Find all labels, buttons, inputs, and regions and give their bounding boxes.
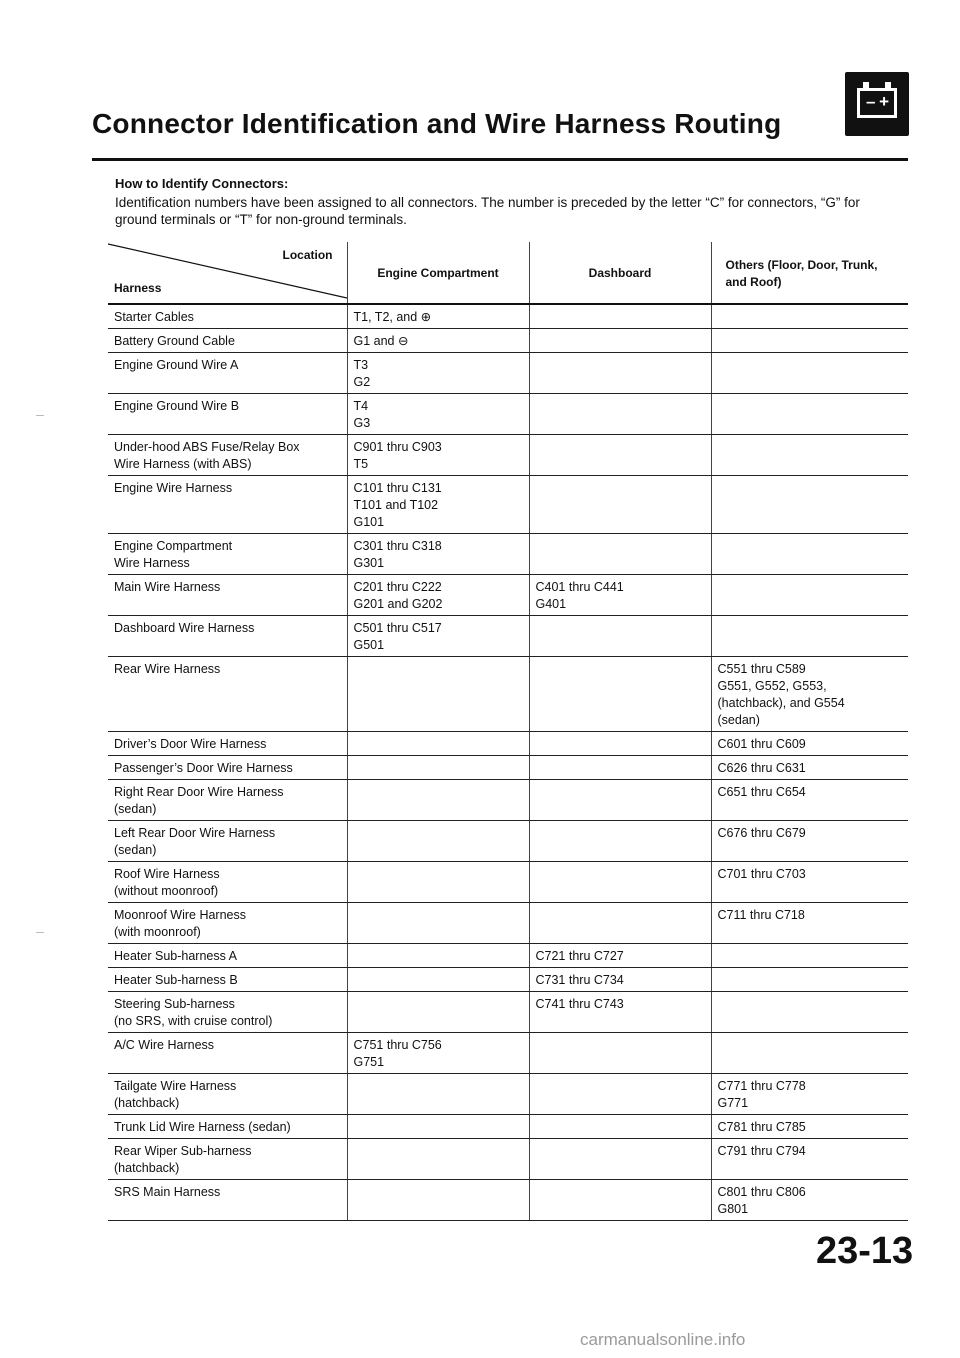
table-row bbox=[108, 756, 908, 780]
engine-compartment-cell bbox=[347, 1033, 529, 1074]
engine-compartment-cell bbox=[347, 944, 529, 968]
table-row bbox=[108, 992, 908, 1033]
dashboard-cell bbox=[529, 353, 711, 394]
cell-text-line: G501 bbox=[353, 638, 385, 652]
dashboard-cell bbox=[529, 968, 711, 992]
cell-text-line: T5 bbox=[353, 457, 369, 471]
harness-cell bbox=[108, 657, 347, 732]
engine-compartment-cell bbox=[347, 329, 529, 353]
dashboard-cell bbox=[529, 329, 711, 353]
cell-text-line: G101 bbox=[353, 515, 385, 529]
cell-text-line: G801 bbox=[717, 1202, 749, 1216]
engine-compartment-cell bbox=[347, 903, 529, 944]
dashboard-cell bbox=[529, 1180, 711, 1221]
cell-text-line: Wire Harness bbox=[114, 556, 190, 570]
others-cell bbox=[711, 862, 908, 903]
cell-text-line: G201 and G202 bbox=[353, 597, 443, 611]
harness-cell bbox=[108, 1139, 347, 1180]
table-row bbox=[108, 435, 908, 476]
dashboard-cell bbox=[529, 903, 711, 944]
cell-text-line: Trunk Lid Wire Harness (sedan) bbox=[114, 1120, 291, 1134]
cell-text-line: G751 bbox=[353, 1055, 385, 1069]
cell-text-line: C651 thru C654 bbox=[717, 785, 806, 799]
cell-text-line: Engine Ground Wire B bbox=[114, 399, 240, 413]
cell-text-line: C701 thru C703 bbox=[717, 867, 806, 881]
engine-compartment-cell bbox=[347, 732, 529, 756]
others-cell bbox=[711, 780, 908, 821]
dashboard-cell bbox=[529, 862, 711, 903]
cell-text-line: C741 thru C743 bbox=[535, 997, 624, 1011]
others-cell bbox=[711, 756, 908, 780]
table-row bbox=[108, 821, 908, 862]
dashboard-cell bbox=[529, 732, 711, 756]
cell-text-line: Under-hood ABS Fuse/Relay Box bbox=[114, 440, 300, 454]
engine-compartment-cell bbox=[347, 862, 529, 903]
dashboard-cell bbox=[529, 657, 711, 732]
cell-text-line: G401 bbox=[535, 597, 567, 611]
others-cell bbox=[711, 944, 908, 968]
table-header-row bbox=[108, 242, 908, 304]
cell-text-line: (without moonroof) bbox=[114, 884, 219, 898]
harness-cell bbox=[108, 903, 347, 944]
battery-icon: – + bbox=[845, 72, 909, 136]
dashboard-cell bbox=[529, 1074, 711, 1115]
others-cell bbox=[711, 329, 908, 353]
column-header-dashboard: Dashboard bbox=[529, 242, 711, 304]
cell-text-line: Main Wire Harness bbox=[114, 580, 221, 594]
page-number: 23-13 bbox=[816, 1230, 914, 1272]
engine-compartment-cell bbox=[347, 1074, 529, 1115]
others-cell bbox=[711, 353, 908, 394]
harness-cell bbox=[108, 304, 347, 329]
dashboard-cell bbox=[529, 992, 711, 1033]
cell-text-line: G3 bbox=[353, 416, 371, 430]
dashboard-cell bbox=[529, 435, 711, 476]
harness-cell bbox=[108, 394, 347, 435]
dashboard-cell bbox=[529, 394, 711, 435]
cell-text-line: C501 thru C517 bbox=[353, 621, 442, 635]
dashboard-cell bbox=[529, 944, 711, 968]
others-cell bbox=[711, 435, 908, 476]
table-row bbox=[108, 534, 908, 575]
engine-compartment-cell bbox=[347, 304, 529, 329]
cell-text-line: Steering Sub-harness bbox=[114, 997, 235, 1011]
cell-text-line: C751 thru C756 bbox=[353, 1038, 442, 1052]
howto-text: Identification numbers have been assigned to all connectors. The number is preceded by the letter “C” for connectors, “G” for ground terminals or “T” for non-ground terminals. bbox=[115, 195, 860, 227]
title-rule bbox=[92, 158, 908, 161]
engine-compartment-cell bbox=[347, 968, 529, 992]
cell-text-line: (sedan) bbox=[114, 843, 157, 857]
table-row bbox=[108, 968, 908, 992]
others-cell bbox=[711, 575, 908, 616]
table-row bbox=[108, 329, 908, 353]
cell-text-line: C791 thru C794 bbox=[717, 1144, 806, 1158]
cell-text-line: C901 thru C903 bbox=[353, 440, 442, 454]
cell-text-line: SRS Main Harness bbox=[114, 1185, 221, 1199]
harness-cell bbox=[108, 821, 347, 862]
harness-cell bbox=[108, 780, 347, 821]
others-cell bbox=[711, 1033, 908, 1074]
cell-text-line: T101 and T102 bbox=[353, 498, 439, 512]
cell-text-line: Tailgate Wire Harness bbox=[114, 1079, 237, 1093]
table-row bbox=[108, 732, 908, 756]
table-body bbox=[108, 304, 908, 1221]
engine-compartment-cell bbox=[347, 1115, 529, 1139]
table-row bbox=[108, 1139, 908, 1180]
engine-compartment-cell bbox=[347, 575, 529, 616]
cell-text-line: C781 thru C785 bbox=[717, 1120, 806, 1134]
harness-cell bbox=[108, 575, 347, 616]
harness-cell bbox=[108, 353, 347, 394]
table-row bbox=[108, 1115, 908, 1139]
cell-text-line: G771 bbox=[717, 1096, 749, 1110]
table-row bbox=[108, 304, 908, 329]
cell-text-line: C731 thru C734 bbox=[535, 973, 624, 987]
engine-compartment-cell bbox=[347, 353, 529, 394]
cell-text-line: G301 bbox=[353, 556, 385, 570]
dashboard-cell bbox=[529, 1139, 711, 1180]
cell-text-line: G2 bbox=[353, 375, 371, 389]
harness-cell bbox=[108, 992, 347, 1033]
cell-text-line: Roof Wire Harness bbox=[114, 867, 220, 881]
others-cell bbox=[711, 657, 908, 732]
cell-text-line: G551, G552, G553, bbox=[717, 679, 827, 693]
margin-mark bbox=[36, 932, 44, 933]
dashboard-cell bbox=[529, 780, 711, 821]
others-cell bbox=[711, 394, 908, 435]
table-row bbox=[108, 944, 908, 968]
table-row bbox=[108, 476, 908, 534]
cell-text-line: C721 thru C727 bbox=[535, 949, 624, 963]
cell-text-line: Right Rear Door Wire Harness bbox=[114, 785, 284, 799]
table-row bbox=[108, 657, 908, 732]
harness-cell bbox=[108, 862, 347, 903]
harness-cell bbox=[108, 944, 347, 968]
harness-cell bbox=[108, 968, 347, 992]
cell-text-line: (with moonroof) bbox=[114, 925, 201, 939]
corner-location-label: Location bbox=[282, 248, 333, 262]
margin-mark bbox=[36, 415, 44, 416]
engine-compartment-cell bbox=[347, 1180, 529, 1221]
watermark: carmanualsonline.info bbox=[580, 1330, 746, 1349]
dashboard-cell bbox=[529, 1033, 711, 1074]
harness-cell bbox=[108, 534, 347, 575]
cell-text-line: Heater Sub-harness B bbox=[114, 973, 238, 987]
dashboard-cell bbox=[529, 575, 711, 616]
cell-text-line: T1, T2, and ⊕ bbox=[353, 310, 432, 324]
howto-heading: How to Identify Connectors: bbox=[115, 176, 289, 191]
table-row bbox=[108, 780, 908, 821]
cell-text-line: Engine Compartment bbox=[114, 539, 233, 553]
cell-text-line: C771 thru C778 bbox=[717, 1079, 806, 1093]
cell-text-line: C601 thru C609 bbox=[717, 737, 806, 751]
others-cell bbox=[711, 1139, 908, 1180]
engine-compartment-cell bbox=[347, 657, 529, 732]
engine-compartment-cell bbox=[347, 756, 529, 780]
engine-compartment-cell bbox=[347, 780, 529, 821]
harness-table bbox=[108, 242, 908, 1221]
engine-compartment-cell bbox=[347, 1139, 529, 1180]
cell-text-line: A/C Wire Harness bbox=[114, 1038, 215, 1052]
harness-cell bbox=[108, 476, 347, 534]
column-header-others: Others (Floor, Door, Trunk, and Roof) bbox=[711, 242, 908, 304]
harness-cell bbox=[108, 756, 347, 780]
cell-text-line: (hatchback), and G554 bbox=[717, 696, 845, 710]
cell-text-line: (hatchback) bbox=[114, 1161, 180, 1175]
cell-text-line: (hatchback) bbox=[114, 1096, 180, 1110]
cell-text-line: C401 thru C441 bbox=[535, 580, 624, 594]
cell-text-line: Moonroof Wire Harness bbox=[114, 908, 246, 922]
table-row bbox=[108, 1074, 908, 1115]
cell-text-line: C676 thru C679 bbox=[717, 826, 806, 840]
cell-text-line: C101 thru C131 bbox=[353, 481, 442, 495]
cell-text-line: Dashboard Wire Harness bbox=[114, 621, 255, 635]
others-cell bbox=[711, 992, 908, 1033]
dashboard-cell bbox=[529, 534, 711, 575]
harness-cell bbox=[108, 732, 347, 756]
table-row bbox=[108, 903, 908, 944]
dashboard-cell bbox=[529, 476, 711, 534]
table-row bbox=[108, 575, 908, 616]
cell-text-line: (no SRS, with cruise control) bbox=[114, 1014, 273, 1028]
cell-text-line: C626 thru C631 bbox=[717, 761, 806, 775]
cell-text-line: Engine Wire Harness bbox=[114, 481, 233, 495]
engine-compartment-cell bbox=[347, 616, 529, 657]
engine-compartment-cell bbox=[347, 476, 529, 534]
others-cell bbox=[711, 968, 908, 992]
engine-compartment-cell bbox=[347, 821, 529, 862]
harness-cell bbox=[108, 329, 347, 353]
others-cell bbox=[711, 534, 908, 575]
engine-compartment-cell bbox=[347, 435, 529, 476]
cell-text-line: Driver’s Door Wire Harness bbox=[114, 737, 267, 751]
cell-text-line: Engine Ground Wire A bbox=[114, 358, 239, 372]
table-row bbox=[108, 394, 908, 435]
cell-text-line: (sedan) bbox=[114, 802, 157, 816]
others-cell bbox=[711, 732, 908, 756]
cell-text-line: C801 thru C806 bbox=[717, 1185, 806, 1199]
others-cell bbox=[711, 821, 908, 862]
others-cell bbox=[711, 1115, 908, 1139]
table-row bbox=[108, 862, 908, 903]
cell-text-line: Battery Ground Cable bbox=[114, 334, 235, 348]
harness-cell bbox=[108, 1180, 347, 1221]
cell-text-line: (sedan) bbox=[717, 713, 760, 727]
table-row bbox=[108, 1033, 908, 1074]
others-cell bbox=[711, 304, 908, 329]
engine-compartment-cell bbox=[347, 534, 529, 575]
harness-cell bbox=[108, 1115, 347, 1139]
harness-cell bbox=[108, 435, 347, 476]
others-cell bbox=[711, 476, 908, 534]
engine-compartment-cell bbox=[347, 394, 529, 435]
page-title: Connector Identification and Wire Harness Routing bbox=[92, 108, 782, 139]
harness-cell bbox=[108, 1074, 347, 1115]
others-cell bbox=[711, 616, 908, 657]
table-row bbox=[108, 353, 908, 394]
dashboard-cell bbox=[529, 1115, 711, 1139]
cell-text-line: G1 and ⊖ bbox=[353, 334, 409, 348]
dashboard-cell bbox=[529, 304, 711, 329]
cell-text-line: C551 thru C589 bbox=[717, 662, 806, 676]
cell-text-line: T4 bbox=[353, 399, 369, 413]
column-header-engine: Engine Compartment bbox=[347, 242, 529, 304]
harness-cell bbox=[108, 1033, 347, 1074]
cell-text-line: C711 thru C718 bbox=[717, 908, 805, 922]
corner-header-cell bbox=[108, 242, 347, 304]
corner-harness-label: Harness bbox=[114, 281, 162, 295]
cell-text-line: C301 thru C318 bbox=[353, 539, 442, 553]
others-cell bbox=[711, 1180, 908, 1221]
harness-cell bbox=[108, 616, 347, 657]
dashboard-cell bbox=[529, 756, 711, 780]
cell-text-line: Wire Harness (with ABS) bbox=[114, 457, 252, 471]
cell-text-line: Rear Wiper Sub-harness bbox=[114, 1144, 252, 1158]
engine-compartment-cell bbox=[347, 992, 529, 1033]
others-cell bbox=[711, 1074, 908, 1115]
dashboard-cell bbox=[529, 821, 711, 862]
cell-text-line: Starter Cables bbox=[114, 310, 194, 324]
cell-text-line: Rear Wire Harness bbox=[114, 662, 221, 676]
table-row bbox=[108, 1180, 908, 1221]
cell-text-line: T3 bbox=[353, 358, 369, 372]
cell-text-line: Passenger’s Door Wire Harness bbox=[114, 761, 293, 775]
cell-text-line: Left Rear Door Wire Harness bbox=[114, 826, 276, 840]
cell-text-line: Heater Sub-harness A bbox=[114, 949, 237, 963]
cell-text-line: C201 thru C222 bbox=[353, 580, 442, 594]
table-row bbox=[108, 616, 908, 657]
dashboard-cell bbox=[529, 616, 711, 657]
others-cell bbox=[711, 903, 908, 944]
